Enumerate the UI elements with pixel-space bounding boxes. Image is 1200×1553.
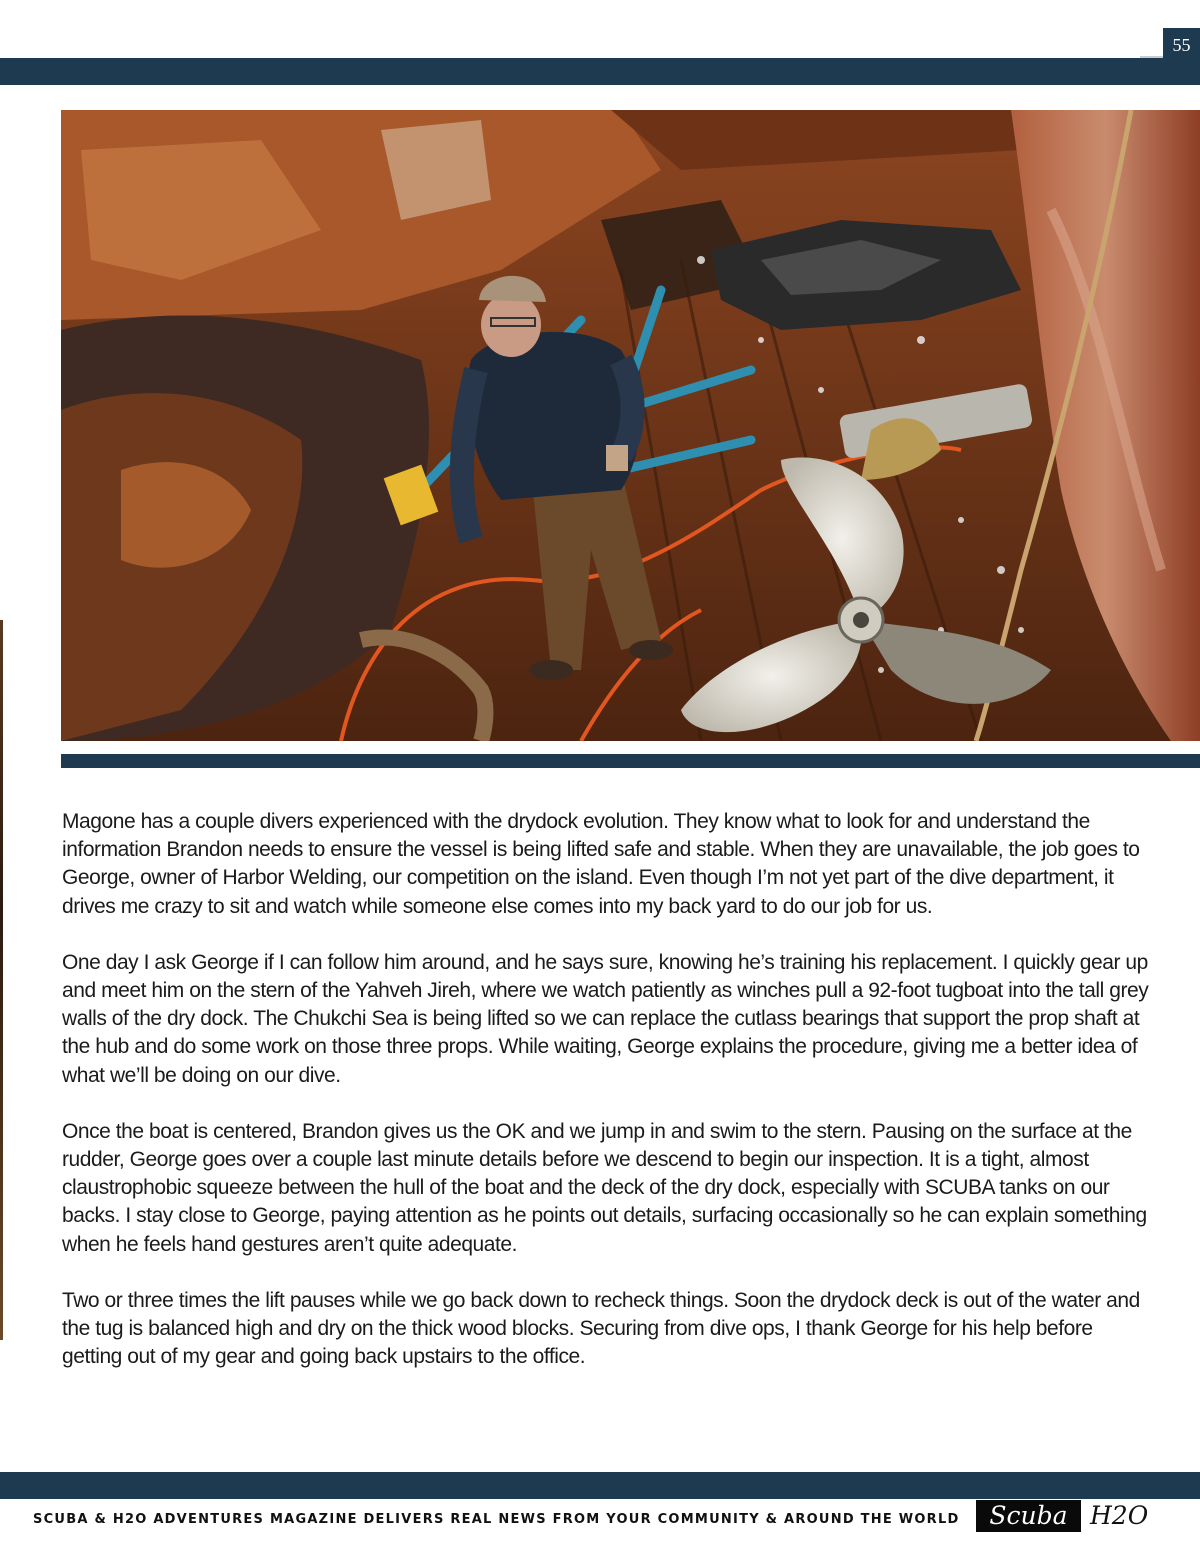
article-paragraph: Two or three times the lift pauses while we go back down to recheck things. Soon the drydock deck is out of the water and the tug is balanced high and dry on the thick wood blocks. Securing from dive ops, I thank George for his help before getting out of my gear and going back upstairs to the office. xyxy=(62,1288,1140,1369)
article-paragraph: One day I ask George if I can follow him around, and he says sure, knowing he’s training his replacement. I quickly gear up and meet him on the stern of the Yahveh Jireh, where we watch patiently as winches pull a 92-foot tugboat into the tall grey walls of the dry dock. The Chukchi Sea is being lifted so we can replace the cutlass bearings that support the prop shaft at the hub and do some work on those three props. While waiting, George explains the procedure, giving me a better idea of what we’ll be doing on our dive. xyxy=(62,950,1149,1087)
magazine-logo-scuba: Scuba xyxy=(976,1500,1081,1532)
footer-tagline: SCUBA & H2O ADVENTURES MAGAZINE DELIVERS REAL NEWS FROM YOUR COMMUNITY & AROUND THE WORLD xyxy=(33,1512,960,1527)
photo-illustration xyxy=(61,110,1200,741)
article-paragraph: Magone has a couple divers experienced with the drydock evolution. They know what to look for and understand the information Brandon needs to ensure the vessel is being lifted safe and stable. When they are unavailable, the job goes to George, owner of Harbor Welding, our competition on the island. Even though I’m not yet part of the dive department, it drives me crazy to sit and watch while someone else comes into my back yard to do our job for us. xyxy=(62,810,1140,918)
article-body xyxy=(62,808,1157,1399)
footer-bar xyxy=(0,1472,1200,1499)
header-bar xyxy=(0,58,1200,85)
page-number: 55 xyxy=(1163,28,1200,63)
photo-divider-rule xyxy=(61,754,1200,768)
article-photo xyxy=(61,110,1200,741)
article-paragraph: Once the boat is centered, Brandon gives us the OK and we jump in and swim to the stern. Pausing on the surface at the rudder, George goes over a couple last minute details before we descend to begin our inspection. It is a tight, almost claustrophobic squeeze between the hull of the boat and the deck of the dry dock, especially with SCUBA tanks on our backs. I stay close to George, paying attention as he points out details, surfacing occasionally so he can explain something when he feels hand gestures aren’t quite adequate. xyxy=(62,1119,1147,1256)
left-edge-strip xyxy=(0,620,3,1340)
magazine-logo-h2o: H2O xyxy=(1090,1501,1149,1530)
